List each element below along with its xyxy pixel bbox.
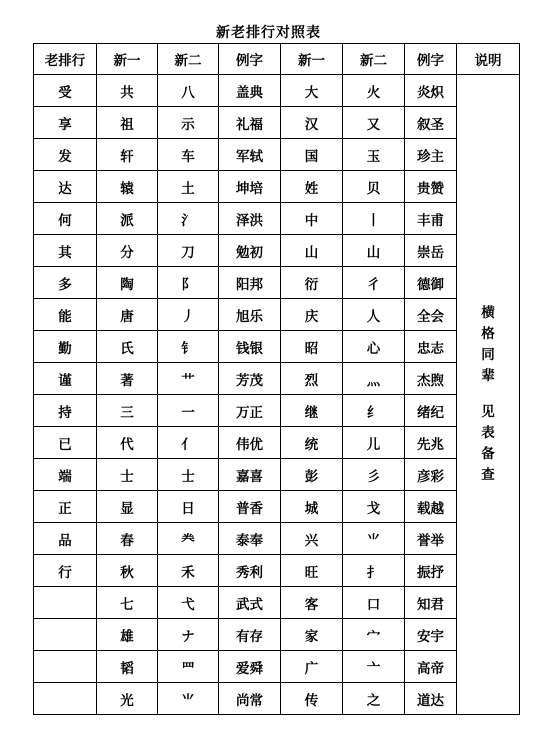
lookup-table [33, 43, 520, 715]
table-cell: 汉 [281, 107, 343, 139]
table-cell: 国 [281, 139, 343, 171]
table-row [34, 395, 520, 427]
table-row [34, 587, 520, 619]
table-cell: 誉举 [405, 523, 457, 555]
header-cell: 新一 [281, 44, 343, 75]
header-cell: 新二 [343, 44, 405, 75]
table-cell: 七 [97, 587, 158, 619]
table-cell: 士 [158, 459, 219, 491]
table-cell: 军轼 [219, 139, 281, 171]
table-cell [34, 619, 97, 651]
table-cell: 中 [281, 203, 343, 235]
table-cell: 勉初 [219, 235, 281, 267]
header-row [34, 44, 520, 75]
table-cell: 烈 [281, 363, 343, 395]
table-row [34, 427, 520, 459]
table-cell: 纟 [343, 395, 405, 427]
table-cell: 丰甫 [405, 203, 457, 235]
table-cell: ⺌ [158, 683, 219, 715]
table-cell: 丨 [343, 203, 405, 235]
table-cell: 罒 [158, 651, 219, 683]
table-cell: 绪纪 [405, 395, 457, 427]
table-cell: 庆 [281, 299, 343, 331]
header-cell: 新二 [158, 44, 219, 75]
table-cell: 士 [97, 459, 158, 491]
table-cell: 礼福 [219, 107, 281, 139]
table-cell: 儿 [343, 427, 405, 459]
header-cell: 新一 [97, 44, 158, 75]
table-cell: 大 [281, 75, 343, 107]
table-cell: 艹 [158, 363, 219, 395]
table-cell: 祖 [97, 107, 158, 139]
table-cell: 灬 [343, 363, 405, 395]
note-char: 横 [481, 305, 495, 321]
table-cell: 又 [343, 107, 405, 139]
table-cell: 秋 [97, 555, 158, 587]
table-cell: 珍主 [405, 139, 457, 171]
table-cell: 旺 [281, 555, 343, 587]
table-cell: 行 [34, 555, 97, 587]
table-cell: 有存 [219, 619, 281, 651]
table-cell: 钱银 [219, 331, 281, 363]
header-cell: 例字 [405, 44, 457, 75]
table-cell: 禾 [158, 555, 219, 587]
table-cell: 共 [97, 75, 158, 107]
table-cell: 受 [34, 75, 97, 107]
table-cell: 兴 [281, 523, 343, 555]
table-cell: 分 [97, 235, 158, 267]
table-cell: 龹 [158, 523, 219, 555]
table-cell: 谨 [34, 363, 97, 395]
table-cell [34, 651, 97, 683]
table-cell: 知君 [405, 587, 457, 619]
header-cell: 老排行 [34, 44, 97, 75]
table-cell: 昭 [281, 331, 343, 363]
table-cell: 山 [343, 235, 405, 267]
table-cell: 八 [158, 75, 219, 107]
table-cell: 光 [97, 683, 158, 715]
table-cell: 春 [97, 523, 158, 555]
table-cell: 品 [34, 523, 97, 555]
table-cell: 道达 [405, 683, 457, 715]
table-cell: 芳茂 [219, 363, 281, 395]
table-cell: 三 [97, 395, 158, 427]
table-cell: 叙圣 [405, 107, 457, 139]
page-title: 新老排行对照表 [216, 25, 321, 41]
table-cell: 辕 [97, 171, 158, 203]
table-cell: 崇岳 [405, 235, 457, 267]
table-cell: 山 [281, 235, 343, 267]
table-row [34, 139, 520, 171]
note-cell [457, 75, 520, 715]
table-cell: 城 [281, 491, 343, 523]
table-cell: 先兆 [405, 427, 457, 459]
table-cell: 轩 [97, 139, 158, 171]
table-cell: 爱舜 [219, 651, 281, 683]
note-text [457, 303, 519, 486]
table-cell: 达 [34, 171, 97, 203]
table-cell: 车 [158, 139, 219, 171]
table-cell: 伟优 [219, 427, 281, 459]
note-char: 辈 [481, 368, 495, 384]
table-cell: ⺌ [343, 523, 405, 555]
table-cell: 忠志 [405, 331, 457, 363]
table-row [34, 491, 520, 523]
table-cell: 端 [34, 459, 97, 491]
table-cell: 嘉喜 [219, 459, 281, 491]
table-cell: 阝 [158, 267, 219, 299]
table-cell: 口 [343, 587, 405, 619]
table-cell: 著 [97, 363, 158, 395]
table-cell: 泽洪 [219, 203, 281, 235]
table-cell: 持 [34, 395, 97, 427]
table-cell: 家 [281, 619, 343, 651]
table-row [34, 523, 520, 555]
table-cell: 彦彩 [405, 459, 457, 491]
table-cell: 示 [158, 107, 219, 139]
table-cell: 其 [34, 235, 97, 267]
table-cell: 万正 [219, 395, 281, 427]
table-cell: 氵 [158, 203, 219, 235]
table-cell: 人 [343, 299, 405, 331]
table-cell: 坤培 [219, 171, 281, 203]
table-row [34, 267, 520, 299]
table-cell: 德御 [405, 267, 457, 299]
note-char: 表 [481, 425, 495, 441]
table-cell: 旭乐 [219, 299, 281, 331]
table-cell: 土 [158, 171, 219, 203]
table-cell: 杰煦 [405, 363, 457, 395]
table-cell: 之 [343, 683, 405, 715]
table-cell: 振抒 [405, 555, 457, 587]
table-row [34, 107, 520, 139]
header-cell: 说明 [457, 44, 520, 75]
table-cell: 广 [281, 651, 343, 683]
table-cell: ナ [158, 619, 219, 651]
table-row [34, 459, 520, 491]
table-cell: 全会 [405, 299, 457, 331]
note-char: 查 [481, 467, 495, 483]
table-row [34, 363, 520, 395]
table-cell: 武式 [219, 587, 281, 619]
header-cell: 例字 [219, 44, 281, 75]
table-cell: 彳 [343, 267, 405, 299]
table-cell: 贝 [343, 171, 405, 203]
table-cell: 派 [97, 203, 158, 235]
table-cell: 火 [343, 75, 405, 107]
table-cell: 弋 [158, 587, 219, 619]
table-cell: 泰奉 [219, 523, 281, 555]
table-cell: 韬 [97, 651, 158, 683]
table-cell: 安宇 [405, 619, 457, 651]
table-row [34, 619, 520, 651]
table-cell: 心 [343, 331, 405, 363]
table-cell: 陶 [97, 267, 158, 299]
table-cell: 传 [281, 683, 343, 715]
table-cell: 统 [281, 427, 343, 459]
table-cell: 戈 [343, 491, 405, 523]
table-cell: 唐 [97, 299, 158, 331]
table-row [34, 75, 520, 107]
table-cell: 亻 [158, 427, 219, 459]
table-cell: 已 [34, 427, 97, 459]
table-cell: 炎炽 [405, 75, 457, 107]
note-gap [457, 387, 519, 402]
table-cell: 高帝 [405, 651, 457, 683]
table-cell [34, 587, 97, 619]
table-row [34, 299, 520, 331]
table-row [34, 651, 520, 683]
table-cell: 钅 [158, 331, 219, 363]
note-char: 备 [481, 446, 495, 462]
table-cell: 氏 [97, 331, 158, 363]
table-cell: 正 [34, 491, 97, 523]
table-cell: 丿 [158, 299, 219, 331]
table-cell: 雄 [97, 619, 158, 651]
table-cell: 代 [97, 427, 158, 459]
note-char: 同 [481, 347, 495, 363]
table-cell: 能 [34, 299, 97, 331]
table-row [34, 203, 520, 235]
note-char: 见 [481, 404, 495, 420]
table-cell: 彭 [281, 459, 343, 491]
table-cell: 日 [158, 491, 219, 523]
table-cell: 阳邦 [219, 267, 281, 299]
table-cell: 客 [281, 587, 343, 619]
table-cell: 玉 [343, 139, 405, 171]
table-cell: 享 [34, 107, 97, 139]
table-row [34, 555, 520, 587]
table-cell: 一 [158, 395, 219, 427]
table-cell: 亠 [343, 651, 405, 683]
table-cell: 显 [97, 491, 158, 523]
table-cell: 宀 [343, 619, 405, 651]
table-cell: 普香 [219, 491, 281, 523]
table-cell: 继 [281, 395, 343, 427]
table-cell: 何 [34, 203, 97, 235]
table-row [34, 331, 520, 363]
table-cell: 姓 [281, 171, 343, 203]
table-cell: 勤 [34, 331, 97, 363]
table-cell: 刀 [158, 235, 219, 267]
table-cell: 盖典 [219, 75, 281, 107]
table-cell: 发 [34, 139, 97, 171]
table-cell: 贵赞 [405, 171, 457, 203]
table-cell: 秀利 [219, 555, 281, 587]
table-cell [34, 683, 97, 715]
table-cell: 彡 [343, 459, 405, 491]
table-cell: 扌 [343, 555, 405, 587]
note-char: 格 [481, 326, 495, 342]
table-cell: 多 [34, 267, 97, 299]
table-row [34, 235, 520, 267]
table-cell: 尚常 [219, 683, 281, 715]
table-cell: 衍 [281, 267, 343, 299]
table-cell: 载越 [405, 491, 457, 523]
table-row [34, 683, 520, 715]
table-row [34, 171, 520, 203]
